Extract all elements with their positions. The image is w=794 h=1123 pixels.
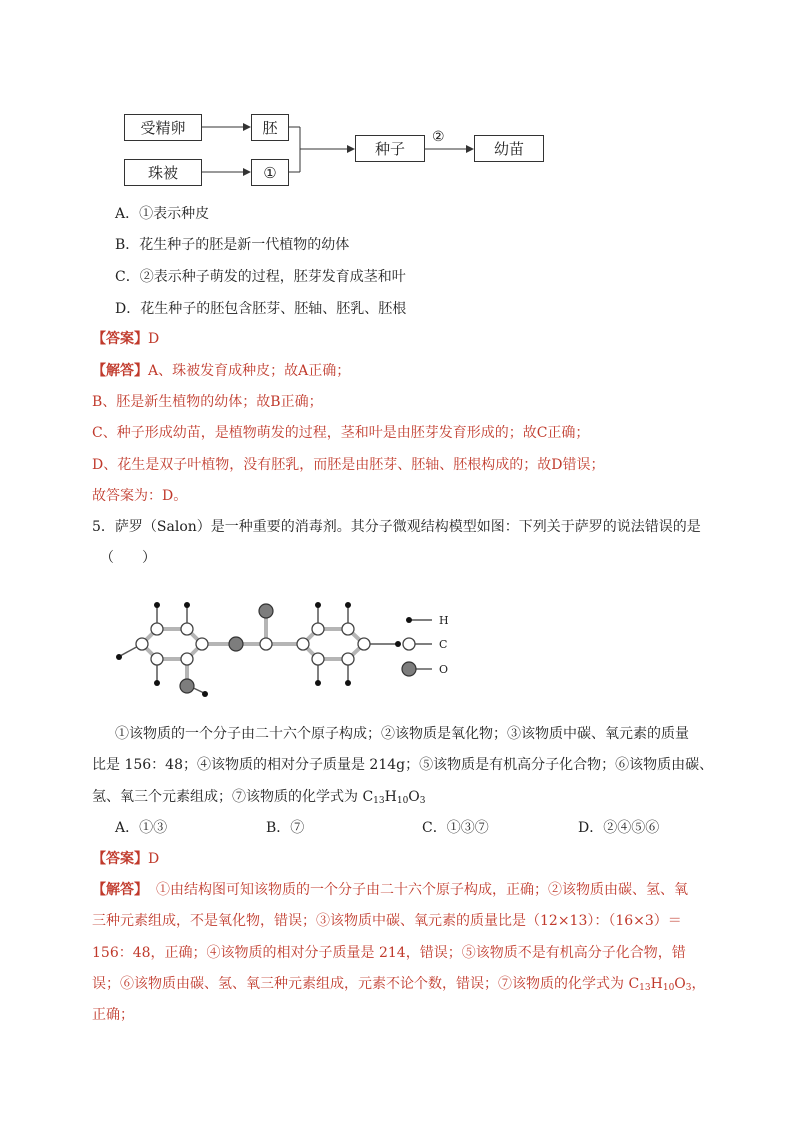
q4-answer — [92, 329, 159, 349]
q5-stem-line2: （ ） — [100, 550, 156, 566]
q5-option-d: D．②④⑤⑥ — [578, 820, 660, 836]
q5-stem-line1: 5．萨罗（Salon）是一种重要的消毒剂。其分子微观结构模型如图：下列关于萨罗的说法错误的是 — [92, 519, 701, 535]
explain-label: 【解答】 — [92, 882, 148, 898]
flow-box-mark1: ① — [251, 159, 289, 186]
q5-explain-line2: 三种元素组成，不是氧化物，错误；③该物质中碳、氧元素的质量比是（12×13）：（16×3）＝ — [92, 913, 682, 929]
formula-h: H — [384, 789, 397, 805]
q4-explain-line1 — [92, 361, 350, 381]
legend-h: H — [439, 614, 449, 627]
formula-o: O — [674, 976, 686, 992]
q4-explain-line5: 故答案为：D。 — [92, 488, 188, 504]
q4-option-d: D．花生种子的胚包含胚芽、胚轴、胚乳、胚根 — [115, 301, 407, 317]
answer-value: D — [148, 851, 160, 867]
q5-explain-line5: 正确； — [92, 1007, 134, 1023]
explain-label: 【解答】 — [92, 363, 148, 379]
explain-text: A、珠被发育成种皮；故A正确； — [148, 363, 351, 379]
q4-explain-line4: D、花生是双子叶植物，没有胚乳，而胚是由胚芽、胚轴、胚根构成的；故D错误； — [92, 457, 605, 473]
q4-option-c: C．②表示种子萌发的过程，胚芽发育成茎和叶 — [115, 269, 406, 285]
legend-c: C — [439, 638, 448, 651]
flow-label-mark2: ② — [432, 129, 445, 145]
formula-sub: 3 — [419, 796, 426, 806]
flow-box-seed: 种子 — [355, 135, 425, 162]
formula-o: O — [408, 789, 420, 805]
q4-explain-line2: B、胚是新生植物的幼体；故B正确； — [92, 394, 323, 410]
answer-label: 【答案】 — [92, 331, 148, 347]
formula-h: H — [650, 976, 663, 992]
statement-text: 氢、氧三个元素组成；⑦该物质的化学式为 C — [92, 789, 374, 805]
answer-value: D — [148, 331, 160, 347]
explain-text: ①由结构图可知该物质的一个分子由二十六个原子构成，正确；②该物质由碳、氢、氧 — [156, 882, 688, 898]
flow-box-embryo: 胚 — [251, 114, 289, 141]
q4-explain-line3: C、种子形成幼苗，是植物萌发的过程，茎和叶是由胚芽发育形成的；故C正确； — [92, 425, 590, 441]
q4-option-a: A．①表示种皮 — [115, 206, 210, 222]
q5-explain-line3: 156：48，正确；④该物质的相对分子质量是 214，错误；⑤该物质不是有机高分子化合物，错 — [92, 945, 686, 961]
q4-option-b: B．花生种子的胚是新一代植物的幼体 — [115, 237, 350, 253]
formula-sub: 10 — [662, 983, 675, 993]
formula-sub: 13 — [373, 796, 385, 806]
q5-statements-line1: ①该物质的一个分子由二十六个原子构成；②该物质是氧化物；③该物质中碳、氧元素的质量 — [115, 726, 689, 742]
q5-answer — [92, 849, 159, 869]
q5-statements-line3 — [92, 787, 426, 807]
q5-explain-line4 — [92, 974, 706, 994]
q5-statements-line2: 比是 156：48；④该物质的相对分子质量是 214g；⑤该物质是有机高分子化合物；⑥该物质由碳、 — [92, 757, 714, 773]
q5-option-c: C．①③⑦ — [422, 820, 489, 836]
legend-o: O — [439, 663, 449, 676]
q5-explain-line1 — [92, 880, 688, 900]
q5-option-a: A．①③ — [115, 820, 168, 836]
answer-label: 【答案】 — [92, 851, 148, 867]
explain-text: 误；⑥该物质由碳、氢、氧三种元素组成，元素不论个数，错误；⑦该物质的化学式为 C — [92, 976, 640, 992]
formula-sub: 3 — [685, 983, 692, 993]
flow-box-seedling: 幼苗 — [474, 135, 544, 162]
formula-sub: 10 — [396, 796, 409, 806]
formula-sub: 13 — [639, 983, 651, 993]
flow-box-egg: 受精卵 — [124, 114, 202, 141]
q5-option-b: B．⑦ — [266, 820, 305, 836]
explain-text: ， — [691, 976, 706, 992]
molecule-diagram — [112, 580, 462, 705]
flow-arrows — [0, 0, 794, 200]
flow-box-integument: 珠被 — [124, 159, 202, 186]
